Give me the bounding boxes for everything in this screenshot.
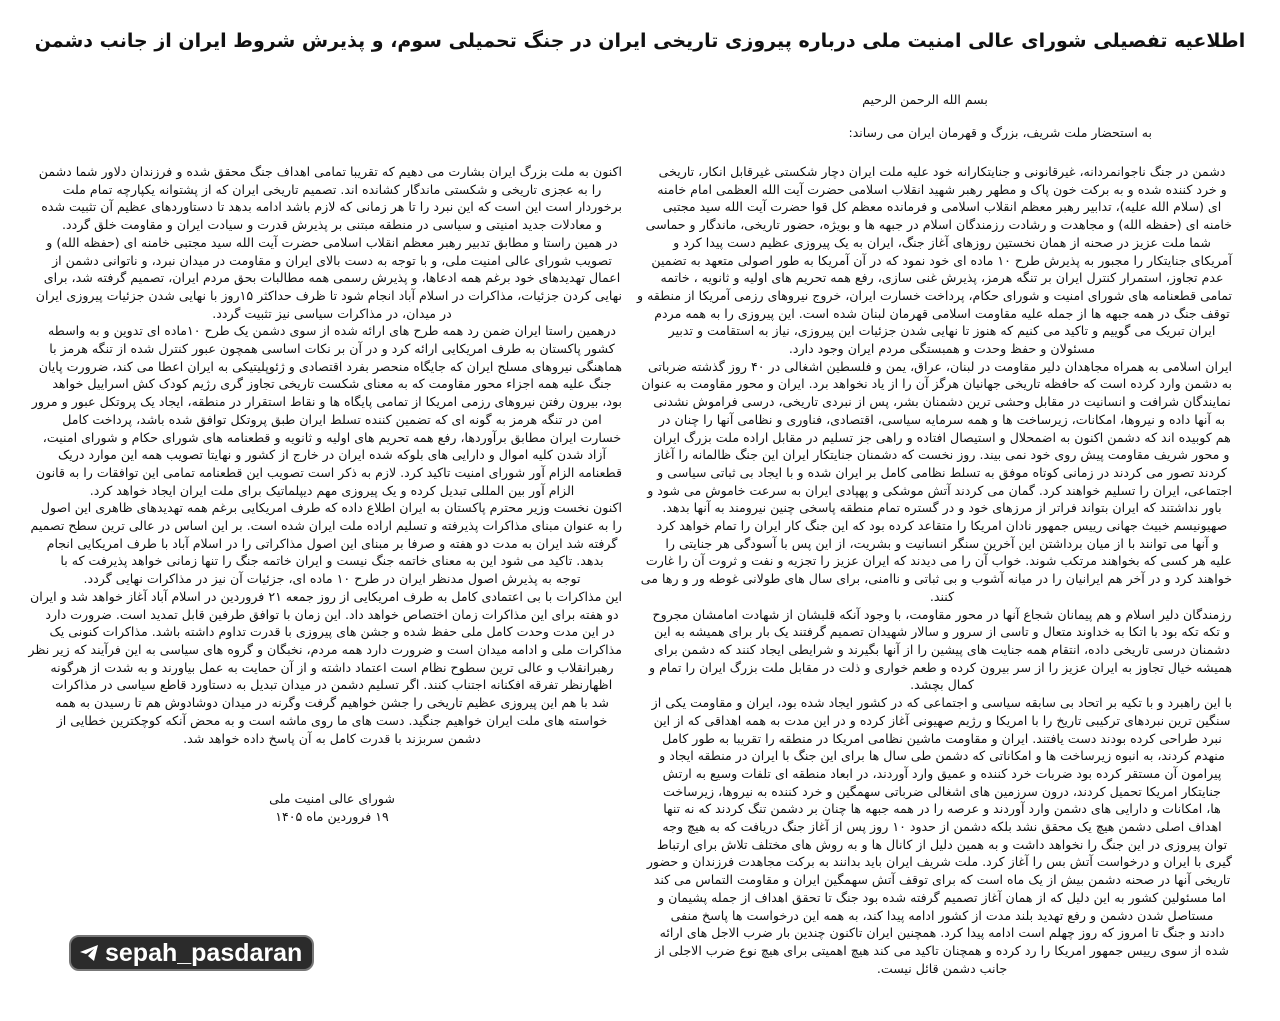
text-line: دو هفته برای این مذاکرات زمان اختصاص خواهد داد. این زمان با توافق طرفین قابل تمدید است. ضرورت دارد — [45, 606, 619, 622]
text-line: آزاد شدن کلیه اموال و دارایی های بلوکه شده ایران در خارج از کشور و نهایتا تصویب همه این موارد دریک — [57, 447, 607, 463]
text-line: همیشه خیال تجاوز به ایران عزیز را از سر بیرون کرده و طعم خواری و ذلت در مقابل ملت بزرگ ایران را تمام و — [648, 659, 1232, 675]
text-line: رزمندگان دلیر اسلام و هم پیمانان شجاع آنها در محور مقاومت، با وجود آنکه قلبشان از شهادت امامشان مجروح — [652, 606, 1232, 622]
text-line: اکنون به ملت بزرگ ایران بشارت می دهیم که تقریبا تمامی اهداف جنگ محقق شده و فرزندان دلاور شما دشمن — [38, 164, 622, 179]
text-line: اعمال تهدیدهای خود برغم همه ادعاها، و پذیرش رسمی همه مطالبات بحق مردم ایران، تصمیم گرفته شد، برای — [43, 270, 621, 286]
text-line: امن در تنگه هرمز به گونه ای که تضمین کننده تسلط ایران طبق پروتکل توافق شده باشد، پرداخت کامل — [62, 411, 602, 427]
text-line: تصویب شورای عالی امنیت ملی، و با توجه به دست بالای ایران و مقاومت در میدان نبرد، و ناتوانی دشمن از — [52, 252, 612, 268]
paragraph — [30, 499, 622, 588]
text-line: ای (سلام الله علیه)، تدابیر رهبر معظم انقلاب اسلامی و فرمانده معظم کل قوا حضرت آیت الله سید مجتبی — [662, 199, 1222, 215]
text-line: مذاکرات ملی و ادامه میدان است و ضرورت دارد همه مردم، نخبگان و گروه های سیاسی به این فرآیند که زیر نظر — [28, 641, 622, 657]
text-line: تاریخی آنها در صحنه دشمن بیش از یک ماه است که برای توقف آتش سهمگین ایران و مقاومت التماس می کند — [653, 872, 1231, 888]
paragraph — [38, 163, 622, 234]
text-line: علیه هر کسی که بخواهند مرتکب شوند. خواب آن را می دیدند که ایران عزیز را تجزیه و نفت و ثروت آن را غارت — [645, 553, 1232, 569]
paragraph — [31, 322, 622, 499]
text-line: ها، امکانات و دارایی های دشمن وارد آوردند و عرصه را در همه جبهه ها چنان بر دشمن تنگ کردند که نه تنها — [663, 801, 1221, 817]
left-column — [28, 163, 622, 747]
text-line: خامنه ای (حفظه الله) و مجاهدت و رشادت رزمندگان اسلام در جبهه ها و بویژه، حضور تاریخی، ماندگار و حماسی — [645, 217, 1232, 233]
channel-watermark — [69, 935, 314, 971]
text-line: دادند و جنگ تا امروز که روز چهلم است ادامه پیدا کرد. همچنین ایران تاکنون چندین بار ضرب الاجل های ارائه — [659, 925, 1225, 941]
text-line: ایران تبریک می گوییم و تاکید می کنیم که هنوز تا نهایی شدن جزئیات این پیروزی، نیاز به استقامت و تدبیر — [668, 323, 1216, 339]
text-line: کشور پاکستان به طرف امریکایی ارائه کرد و در آن بر نکات اساسی همچون عبور کنترل شده از تنگه هرمز با — [49, 341, 615, 357]
text-line: به دشمن وارد کرده است که حافظه تاریخی جهانیان هرگز آن را از یاد نخواهد برد. ایران و محور مقاومت به عنوان — [641, 376, 1232, 392]
signature-block — [42, 790, 622, 826]
text-line: جنایتکار امریکا تحمیل کردند، درون سرزمین های اشغالی ضرباتی سهمگین و خرد کننده به نیروها، زیرساخت — [663, 783, 1221, 799]
text-line: الزام آور بین المللی تبدیل کرده و یک پیروزی مهم دیپلماتیک برای ملت ایران ایجاد خواهد کرد. — [89, 482, 575, 498]
text-line: منهدم کردند، به انبوه زیرساخت ها و امکاناتی که دشمن طی سال ها برای این جنگ با ایران در منطقه ایجاد و — [659, 748, 1225, 764]
text-line: شد با هم این پیروزی عظیم تاریخی را جشن خواهیم گرفت وگرنه در میدان دوشادوش هم تا رسیدن به همه — [55, 695, 609, 711]
text-line: نمایندگان شرافت و انسانیت در مقابل وحشی ترین دشمنان بشر، پس از نبردی تاریخی، درسی فراموش نشدنی — [653, 394, 1231, 410]
text-line: قطعنامه الزام آور شورای امنیت تاکید کرد. لازم به ذکر است تصویب این قطعنامه تمامی این توافقات را به قانون — [35, 464, 622, 480]
text-line: دشمن سربزند با قدرت کامل به آن پاسخ داده خواهد شد. — [183, 730, 481, 746]
text-line: مسئولان و حفظ وحدت و همبستگی مردم ایران وجود دارد. — [788, 341, 1096, 357]
text-line: بود، بیرون رفتن نیروهای رزمی امریکا از تمامی پایگاه ها و نقاط استقرار در منطقه، ایجاد یک پروتکل عبور و مرور — [31, 394, 622, 410]
text-line: اما مسئولین کشور به این دلیل که از همان آغاز تصمیم گرفته شده بود جنگ تا تحقق اهداف از جمله پشیمان و — [658, 889, 1226, 905]
signature-organization: شورای عالی امنیت ملی — [269, 791, 395, 806]
text-line: به آنها داده و نیروها، امکانات، زیرساخت ها و همه سرمایه سیاسی، اقتصادی، فناوری و نظامی آنها را چنان در — [658, 411, 1226, 427]
text-line: نبرد طراحی کرده بودند دست یافتند. ایران و مقاومت ماشین نظامی امریکا در منطقه را تقریبا به طور کامل — [662, 730, 1222, 746]
text-line: جنگ علیه همه اجزاء محور مقاومت که به معنای شکست تاریخی تجاوز گری رژیم کودک کش اسراییل خواهد — [52, 376, 612, 392]
text-line: بدهد. تاکید می شود این به معنای خاتمه جنگ نیست و ایران خاتمه جنگ را تنها زمانی خواهد پذیرفت که با — [60, 553, 604, 569]
text-line: کردند تصور می کردند در زمانی کوتاه موفق به تسلط نظامی کامل بر ایران شده و با ایجاد بی ثباتی سیاسی و — [657, 464, 1227, 480]
text-line: و تکه تکه بود با اتکا به خداوند متعال و تاسی از سرور و سالار شهیدان تصمیم گرفتند یک بار برای همیشه به این — [654, 624, 1230, 640]
text-line: رهبرانقلاب و عالی ترین سطوح نظام است اعتماد داشته و از آن حمایت به عمل بیاورند و به شدت از هرگونه — [50, 659, 614, 675]
text-line: ایران اسلامی به همراه مجاهدان دلیر مقاومت در لبنان، عراق، یمن و فلسطین اشغالی در ۴۰ روز گذشته ضرباتی — [648, 358, 1232, 374]
text-line: توقف جنگ در همه جبهه ها از جمله علیه مقاومت اسلامی قهرمان لبنان شده است. این پیروزی را به همه مردم — [654, 305, 1230, 321]
text-line: گیری با ایران و درخواست آتش بس را آغاز کرد. ملت شریف ایران باید بدانند به برکت مجاهدت فرزندان و حضور — [646, 854, 1232, 870]
text-line: اکنون نخست وزیر محترم پاکستان به ایران اطلاع داده که طرف امریکایی برغم همه تهدیدهای ظاهری این اصول — [40, 500, 622, 516]
text-line: اجتماعی، ایران را تسلیم خواهند کرد. گمان می کردند آتش موشکی و پهپادی ایران به سرعت خاموش می شود و — [647, 482, 1232, 498]
text-line: و خرد کننده شده و به برکت خون پاک و مطهر رهبر شهید انقلاب اسلامی حضرت آیت الله العظمی امام خامنه — [657, 181, 1227, 197]
text-line: اظهارنظر تفرقه افکنانه اجتناب کنند. اگر تسلیم دشمن در میدان تبدیل به دستاورد قاطع سیاسی در مذاکرات — [51, 677, 613, 693]
text-line: و آنها می توانند با از میان برداشتن این آخرین سنگر انسانیت و بشریت، از این پس با آسودگی هر جنایتی را — [665, 535, 1219, 551]
text-line: سنگین ترین نبردهای ترکیبی تاریخ را با امریکا و رژیم صهیونی آغاز کرده و در این مدت به همه اهداقی که از این — [653, 712, 1231, 728]
text-line: برخوردار است این است که این نبرد را تا هر زمانی که لازم باشد ادامه بدهد تا دستاوردهای عظیم آن تثبیت شده — [41, 199, 622, 215]
text-line: کنند. — [929, 588, 955, 604]
text-line: کمال بچشد. — [910, 677, 974, 693]
text-line: توجه به پذیرش اصول مدنظر ایران در طرح ۱۰ ماده ای، جزئیات آن نیز در مذاکرات نهایی گردد. — [83, 571, 581, 587]
text-line: اهداف اصلی دشمن هیچ یک محقق نشد بلکه دشمن از حدود ۱۰ روز پس از آغاز جنگ دریافت که به هیچ وجه — [662, 819, 1222, 835]
telegram-icon — [79, 944, 99, 962]
text-line: خسارت ایران مطابق برآوردها، رفع همه تحریم های اولیه و ثانویه و قطعنامه های شورای حکام و شورای امنیت، — [42, 429, 622, 445]
text-line: درهمین راستا ایران ضمن رد همه طرح های ارائه شده از سوی دشمن یک طرح ۱۰ماده ای تدوین و به واسطه — [48, 323, 616, 339]
text-line: در همین راستا و مطابق تدبیر رهبر معظم انقلاب اسلامی حضرت آیت الله سید مجتبی خامنه ای (حفظه الله) و — [46, 234, 618, 250]
text-line: این مذاکرات با بی اعتمادی کامل به طرف امریکایی از روز جمعه ۲۱ فروردین در اسلام آباد آغاز خواهد شد و ایران — [29, 588, 622, 604]
text-line: دشمن در جنگ ناجوانمردانه، غیرقانونی و جنایتکارانه خود علیه ملت ایران دچار شکستی غیرقابل انکار، تاریخی — [658, 164, 1226, 179]
bismillah: بسم الله الرحمن الرحیم — [862, 92, 988, 107]
text-line: را به عنوان مبنای مذاکرات پذیرفته و تسلیم اراده ملت ایران شده است. بر این اساس در عالی ترین سطح تصمیم — [30, 518, 622, 534]
paragraph — [28, 588, 622, 747]
text-line: باور نداشتند که ایران بتواند فراتر از مرزهای خود و در گستره تمام منطقه پاسخی چنین نیرومند به آنها بدهد. — [662, 500, 1222, 516]
text-line: پیرامون آن مستقر کرده بود ضربات خرد کننده و عمیق وارد آوردند، در ابعاد منطقه ای تلفات وسیع به ارتش — [662, 765, 1222, 781]
text-line: نهایی کردن جزئیات، مذاکرات در اسلام آباد انجام شود تا ظرف حداکثر ۱۵روز با نهایی شدن جزئیات پیروزی ایران — [35, 287, 622, 303]
text-line: خواسته های ملت ایران خواهیم جنگید. دست های ما روی ماشه است و به محض آنکه کوچکترین خطایی از — [56, 712, 608, 728]
document-title: اطلاعیه تفصیلی شورای عالی امنیت ملی درباره پیروزی تاریخی ایران در جنگ تحمیلی سوم، و پذیرش شروط ایران از جانب دشمن — [34, 30, 1246, 52]
text-line: توان پیروزی در این جنگ را نخواهد داشت و به همین دلیل از کانال ها و به روش های مختلف تلاش برای ارتباط — [656, 836, 1228, 852]
paragraph — [648, 606, 1232, 695]
text-line: را به عجزی تاریخی و شکستی ماندگار کشانده اند. تصمیم تاریخی ایران که از پشتوانه یکپارچه تمام ملت — [62, 181, 602, 197]
text-line: با این راهبرد و با تکیه بر اتحاد بی سابقه سیاسی و اجتماعی که در کشور ایجاد شده بود، ایران و مقاومت یکی از — [651, 695, 1232, 711]
paragraph — [35, 234, 622, 323]
paragraph — [646, 694, 1232, 977]
text-line: در این مدت وحدت کامل ملی حفظ شده و جشن های پیروزی با قدرت تداوم داشته باشد. مذاکرات کنونی یک — [49, 624, 615, 640]
text-line: شما ملت عزیز در صحنه از همان نخستین روزهای آغاز جنگ، ایران به یک پیروزی عظیم دست پیدا کرد و — [673, 234, 1211, 250]
text-line: جانب دشمن قائل نیست. — [876, 960, 1008, 976]
text-line: هم کوبیده اند که دشمن اکنون به اضمحلال و استیصال افتاده و راهی جز تسلیم در مقابل اراده ملت بزرگ ایران — [653, 429, 1231, 445]
signature-date: ۱۹ فروردین ماه ۱۴۰۵ — [275, 809, 389, 824]
text-line: تمامی قطعنامه های شورای امنیت و شورای حکام، پرداخت خسارت ایران، خروج نیروهای رزمی آمریکا از منطقه و — [637, 287, 1232, 303]
paragraph — [640, 358, 1232, 606]
text-line: در میدان، در مذاکرات سیاسی نیز تثبیت گردد. — [212, 305, 452, 321]
text-line: شده از سوی رییس جمهور امریکا را رد کرده و همچنان تاکید می کند هیچ اهمیتی برای هیچ نوع ضرب الاجلی از — [655, 942, 1229, 958]
salutation: به استحضار ملت شریف، بزرگ و قهرمان ایران می رساند: — [848, 125, 1152, 140]
text-line: و معادلات جدید امنیتی و سیاسی در منطقه مبتنی بر پذیرش قدرت و سیادت ایران و مقاومت خلق گردد. — [61, 217, 602, 233]
watermark-handle: sepah_pasdaran — [105, 939, 303, 967]
text-line: گرفته شد ایران به مدت دو هفته و صرفا بر مبنای این اصول مذاکراتی را در اسلام آباد با طرف امریکایی انجام — [46, 535, 618, 551]
text-line: صهیونیسم خبیث جهانی رییس جمهور نادان امریکا را متقاعد کرده بود که این جنگ کار ایران را تمام خواهد کرد — [656, 518, 1228, 534]
text-line: مستاصل شدن دشمن و رفع تهدید بلند مدت از کشور ادامه پیدا کند، به همه این درخواست ها پاسخ منفی — [670, 907, 1214, 923]
text-line: هماهنگی نیروهای مسلح ایران که جایگاه منحصر بفرد اقتصادی و ژئوپلیتیکی به ایران اعطا می کند، ضرورت پایان — [38, 358, 622, 374]
text-line: خواهند کرد و در آخر هم ایرانیان را در میانه آشوب و بی ثباتی و ناامنی، برای سال های طولانی غوطه ور و رها می — [640, 571, 1232, 587]
text-line: و محور شریف مقاومت پیش روی خود نمی بیند. روز نخست که دشمنان جنایتکار ایران این جنگ ظالمانه را آغاز — [654, 447, 1230, 463]
paragraph — [637, 163, 1232, 358]
text-line: عدم تجاوز، استمرار کنترل ایران بر تنگه هرمز، پذیرش غنی سازی، رفع همه تحریم های اولیه و ثانویه ، خاتمه — [660, 270, 1224, 286]
text-line: دشمنان درسی تاریخی داده، انتقام همه جنایت های پیشین را از آنها بگیرند و شرایطی ایجاد کنند که دشمن برای — [653, 641, 1231, 657]
text-line: آمریکای جنایتکار را مجبور به پذیرش طرح ۱۰ ماده ای خود نمود که در آن آمریکا به طور اصولی متعهد به تضمین — [651, 252, 1232, 268]
right-column — [637, 163, 1232, 977]
